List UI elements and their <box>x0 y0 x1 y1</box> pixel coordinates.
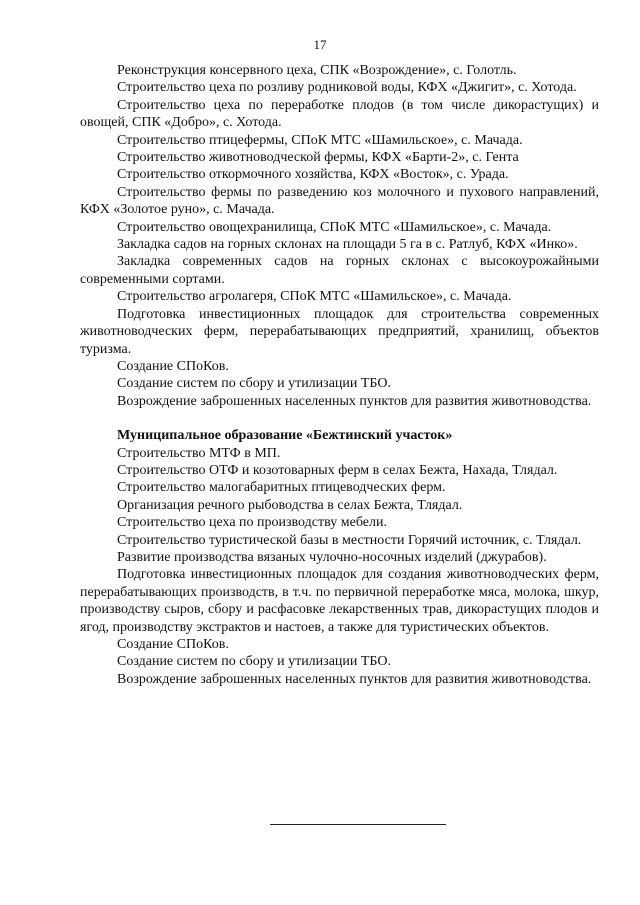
paragraph: Подготовка инвестиционных площадок для строительства современных животноводческих ферм, перерабатывающих предприятий, хранилищ, объектов туризма. <box>80 306 599 357</box>
paragraph: Строительство агролагеря, СПоК МТС «Шамильское», с. Мачада. <box>117 289 512 305</box>
paragraph: Строительство туристической базы в местности Горячий источник, с. Тлядал. <box>117 532 582 548</box>
paragraph: Реконструкция консервного цеха, СПК «Возрождение», с. Голотль. <box>117 63 517 78</box>
paragraph: Строительство малогабаритных птицеводческих ферм. <box>117 480 446 496</box>
paragraph: Создание систем по сбору и утилизации ТБО. <box>117 654 391 670</box>
paragraph: Строительство цеха по розливу родниковой воды, КФХ «Джигит», с. Хотода. <box>117 80 577 96</box>
paragraph: Строительство птицефермы, СПоК МТС «Шамильское», с. Мачада. <box>117 132 523 148</box>
paragraph: Развитие производства вязаных чулочно-носочных изделий (джурабов). <box>117 549 547 565</box>
paragraph: Создание СПоКов. <box>117 358 229 374</box>
paragraph: Строительство фермы по разведению коз молочного и пухового направлений, КФХ «Золотое руно», с. Мачада. <box>80 184 599 218</box>
paragraph: Подготовка инвестиционных площадок для создания животноводческих ферм, перерабатывающих производств, в т.ч. по первичной переработке мяса, молока, шкур, производству сыров, сбору и расфасовке лекарственных трав, дикорастущих плодов и ягод, производству экстрактов и настоев, а также для туристических объектов. <box>80 567 599 635</box>
paragraph: Возрождение заброшенных населенных пунктов для развития животноводства. <box>117 393 592 409</box>
paragraph: Организация речного рыбоводства в селах Бежта, Тлядал. <box>117 497 463 513</box>
paragraph: Закладка садов на горных склонах на площади 5 га в с. Ратлуб, КФХ «Инко». <box>117 237 578 253</box>
paragraph: Строительство овощехранилища, СПоК МТС «Шамильское», с. Мачада. <box>117 219 552 235</box>
paragraph: Строительство откормочного хозяйства, КФХ «Восток», с. Урада. <box>117 167 509 183</box>
section-heading: Муниципальное образование «Бежтинский участок» <box>117 428 453 444</box>
paragraph: Возрождение заброшенных населенных пунктов для развития животноводства. <box>117 671 592 687</box>
page-number: 17 <box>313 37 327 52</box>
paragraph: Строительство цеха по производству мебели. <box>117 515 387 531</box>
paragraph: Строительство цеха по переработке плодов (в том числе дикорастущих) и овощей, СПК «Добро», с. Хотода. <box>80 97 599 131</box>
paragraph: Создание систем по сбору и утилизации ТБО. <box>117 376 391 392</box>
document-body <box>80 62 599 688</box>
paragraph: Строительство МТФ в МП. <box>117 445 281 461</box>
paragraph: Строительство животноводческой фермы, КФХ «Барти-2», с. Гента <box>117 150 519 166</box>
paragraph: Создание СПоКов. <box>117 637 229 652</box>
end-separator-line <box>270 824 446 825</box>
paragraph: Закладка современных садов на горных склонах с высокоурожайными современными сортами. <box>80 254 599 287</box>
paragraph: Строительство ОТФ и козотоварных ферм в селах Бежта, Нахада, Тлядал. <box>117 462 558 478</box>
